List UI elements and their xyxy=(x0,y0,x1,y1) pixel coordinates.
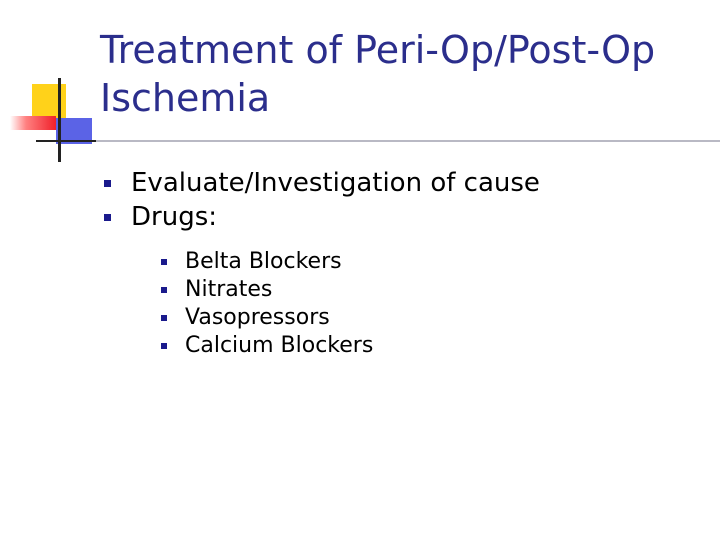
sub-bullet-label: Calcium Blockers xyxy=(185,333,374,358)
drug-list xyxy=(131,248,684,360)
slide-title-line-1: Treatment of Peri-Op/Post-Op xyxy=(100,28,656,72)
decorative-red-bar xyxy=(10,116,56,130)
square-bullet-icon xyxy=(104,180,111,187)
bullet-list xyxy=(104,166,684,360)
sub-bullet-item-vasopressors xyxy=(161,304,684,332)
sub-bullet-label: Nitrates xyxy=(185,277,273,302)
sub-bullet-label: Belta Blockers xyxy=(185,249,342,274)
square-bullet-icon xyxy=(104,214,111,221)
square-bullet-icon xyxy=(161,259,167,265)
sub-bullet-item-nitrates xyxy=(161,276,684,304)
sub-bullet-item-calcium-blockers xyxy=(161,332,684,360)
slide-title-line-2: Ischemia xyxy=(100,76,271,120)
bullet-item-drugs xyxy=(104,200,684,360)
slide-title xyxy=(100,26,700,122)
bullet-label: Drugs: xyxy=(131,202,217,232)
square-bullet-icon xyxy=(161,287,167,293)
sub-bullet-label: Vasopressors xyxy=(185,305,330,330)
bullet-label: Evaluate/Investigation of cause xyxy=(131,168,540,198)
square-bullet-icon xyxy=(161,315,167,321)
bullet-item-evaluate xyxy=(104,166,684,200)
decorative-vertical-line xyxy=(58,78,61,162)
sub-bullet-item-belta-blockers xyxy=(161,248,684,276)
title-underline-dark xyxy=(36,140,96,142)
title-underline xyxy=(92,140,720,142)
square-bullet-icon xyxy=(161,343,167,349)
